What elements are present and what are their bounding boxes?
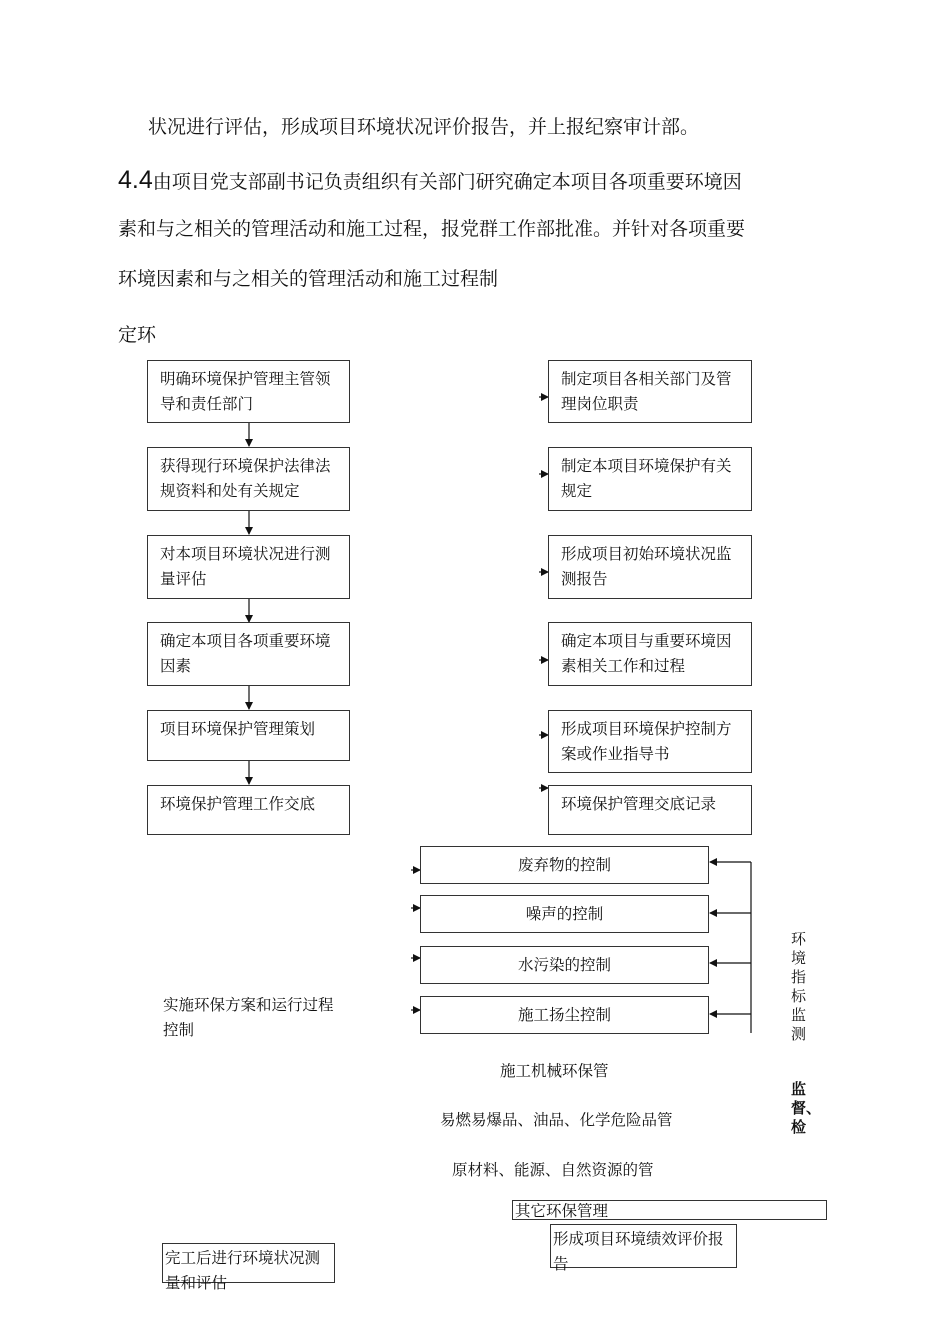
left-step-1: 明确环境保护管理主管领导和责任部门 bbox=[147, 360, 350, 423]
paragraph-line-5: 定环 bbox=[118, 324, 157, 346]
vertical-label-monitoring: 环境指标监测 bbox=[791, 930, 807, 1043]
left-step-6: 环境保护管理工作交底 bbox=[147, 785, 350, 835]
control-water: 水污染的控制 bbox=[420, 946, 709, 984]
control-dust: 施工扬尘控制 bbox=[420, 996, 709, 1034]
left-step-2: 获得现行环境保护法律法规资料和处有关规定 bbox=[147, 447, 350, 511]
final-left-box: 完工后进行环境状况测量和评估 bbox=[162, 1243, 335, 1283]
right-step-3: 形成项目初始环境状况监测报告 bbox=[548, 535, 752, 599]
left-step-3: 对本项目环境状况进行测量评估 bbox=[147, 535, 350, 599]
paragraph-line-4: 环境因素和与之相关的管理活动和施工过程制 bbox=[118, 268, 499, 290]
right-step-2: 制定本项目环境保护有关规定 bbox=[548, 447, 752, 511]
cut-item-machinery: 施工机械环保管 bbox=[500, 1062, 609, 1080]
control-waste: 废弃物的控制 bbox=[420, 846, 709, 884]
paragraph-line-3: 素和与之相关的管理活动和施工过程，报党群工作部批准。并针对各项重要 bbox=[118, 218, 746, 240]
left-step-4: 确定本项目各项重要环境因素 bbox=[147, 622, 350, 686]
control-noise: 噪声的控制 bbox=[420, 895, 709, 933]
paragraph-line-2: 4.4由项目党支部副书记负责组织有关部门研究确定本项目各项重要环境因 bbox=[118, 166, 742, 194]
right-step-1: 制定项目各相关部门及管理岗位职责 bbox=[548, 360, 752, 423]
right-step-6: 环境保护管理交底记录 bbox=[548, 785, 752, 835]
cut-item-materials: 原材料、能源、自然资源的管 bbox=[452, 1161, 654, 1179]
paragraph-line-1: 状况进行评估，形成项目环境状况评价报告，并上报纪察审计部。 bbox=[148, 116, 700, 138]
other-management-box: 其它环保管理 bbox=[512, 1200, 827, 1220]
vertical-label-supervision: 监督、检 bbox=[791, 1080, 822, 1136]
implement-label: 实施环保方案和运行过程控制 bbox=[163, 996, 334, 1039]
cut-item-hazardous: 易燃易爆品、油品、化学危险品管 bbox=[440, 1111, 673, 1129]
final-right-box: 形成项目环境绩效评价报告 bbox=[550, 1224, 737, 1268]
right-step-4: 确定本项目与重要环境因素相关工作和过程 bbox=[548, 622, 752, 686]
right-step-5: 形成项目环境保护控制方案或作业指导书 bbox=[548, 710, 752, 773]
section-number: 4.4 bbox=[118, 166, 153, 194]
left-step-5: 项目环境保护管理策划 bbox=[147, 710, 350, 761]
